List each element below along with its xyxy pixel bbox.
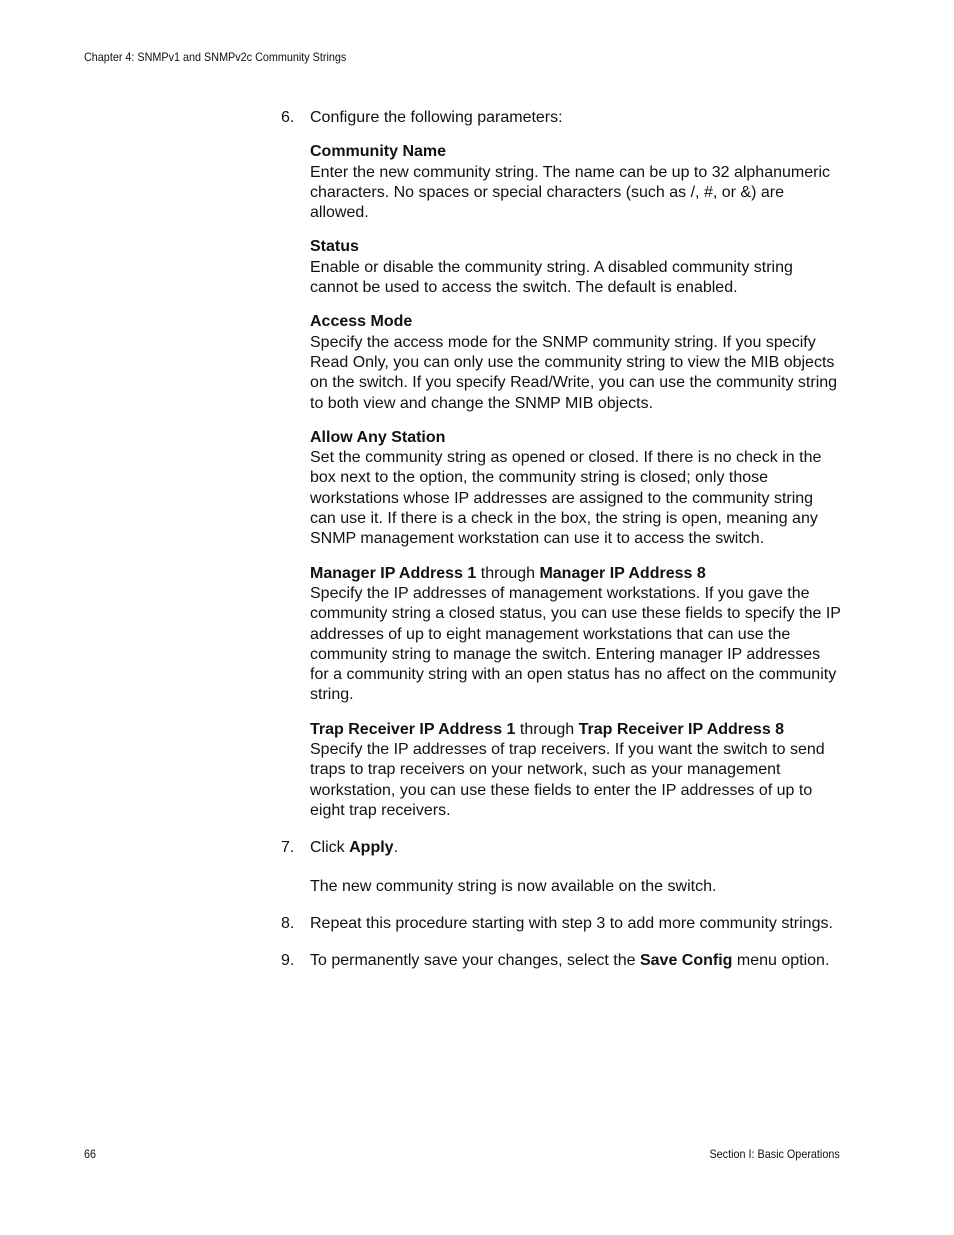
param-description: Enable or disable the community string. A disabled community string cannot be used to access the switch. The default is enabled. — [310, 258, 793, 297]
step-number: 9. — [281, 952, 295, 970]
param-manager-ip — [310, 564, 841, 706]
param-description: Set the community string as opened or closed. If there is no check in the box next to the option, the community string is closed; only those workstations whose IP addresses are assigned to the community string can use it. If there is a check in the box, the string is open, meaning any SNMP management workstation can use it to access the switch. — [310, 449, 822, 548]
param-description: Specify the access mode for the SNMP community string. If you specify Read Only, you can only use the community string to view the MIB objects on the switch. If you specify Read/Write, you can use the community string to both view and change the SNMP MIB objects. — [310, 333, 838, 412]
param-description: Enter the new community string. The name can be up to 32 alphanumeric characters. No spaces or special characters (such as /, #, or &) are allowed. — [310, 163, 830, 222]
step-7 — [281, 838, 841, 897]
step-note: The new community string is now available on the switch. — [310, 877, 717, 895]
step-number: 6. — [281, 109, 295, 126]
param-title: Trap Receiver IP Address 1 through Trap Receiver IP Address 8 — [310, 720, 785, 738]
step-text: Configure the following parameters: — [310, 109, 563, 126]
param-title: Status — [310, 238, 359, 256]
step-9 — [281, 951, 841, 971]
step-6 — [281, 108, 841, 821]
param-title: Allow Any Station — [310, 428, 446, 446]
param-title: Manager IP Address 1 through Manager IP Address 8 — [310, 564, 706, 582]
step-text: Repeat this procedure starting with step 3 to add more community strings. — [310, 914, 833, 932]
param-title: Community Name — [310, 143, 447, 161]
step-number: 7. — [281, 839, 295, 857]
param-access-mode — [310, 312, 841, 413]
param-status — [310, 237, 841, 298]
param-allow-any-station — [310, 428, 841, 550]
param-description: Specify the IP addresses of trap receivers. If you want the switch to send traps to trap receivers on your network, such as your management workstation, you can use these fields to enter the IP addresses of up to eight trap receivers. — [310, 741, 825, 819]
footer-section: Section I: Basic Operations — [709, 1147, 840, 1161]
running-header: Chapter 4: SNMPv1 and SNMPv2c Community Strings — [84, 50, 347, 64]
param-community-name — [310, 142, 841, 223]
page-number: 66 — [84, 1147, 97, 1161]
step-text: To permanently save your changes, select the Save Config menu option. — [310, 952, 830, 970]
param-trap-receiver-ip — [310, 720, 841, 821]
page-content — [281, 108, 841, 971]
step-text: Click Apply. — [310, 839, 399, 857]
step-number: 8. — [281, 914, 295, 932]
step-8 — [281, 914, 841, 934]
param-title: Access Mode — [310, 313, 413, 331]
param-description: Specify the IP addresses of management workstations. If you gave the community string a closed status, you can use these fields to specify the IP addresses of up to eight management workstations that can use the community string to manage the switch. Entering manager IP addresses for a community string with an open status has no affect on the community string. — [310, 584, 841, 704]
